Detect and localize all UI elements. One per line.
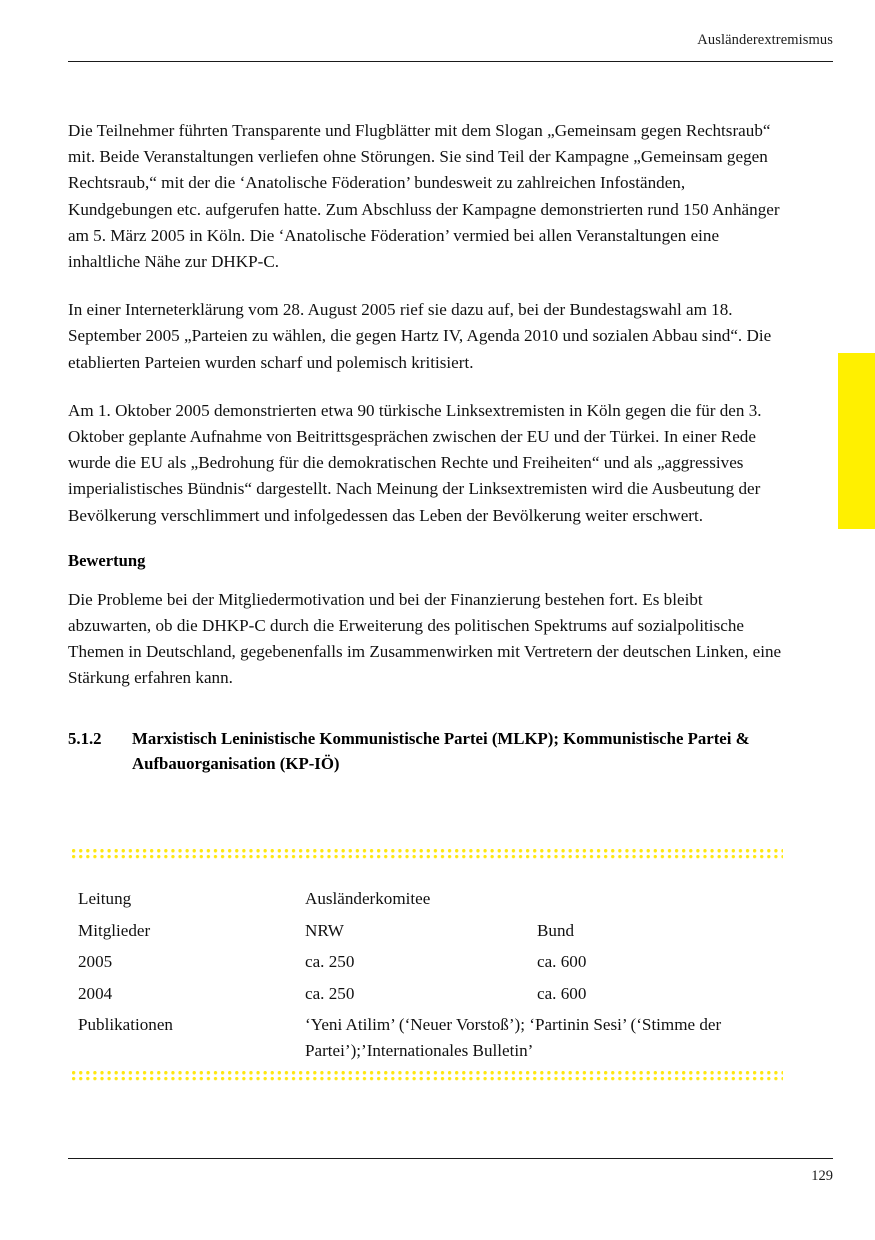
- row-label: 2005: [78, 952, 113, 971]
- table-row-publications: [78, 1012, 783, 1069]
- evaluation-paragraph: Die Probleme bei der Mitgliedermotivation und bei der Finanzierung bestehen fort. Es bleibt abzuwarten, ob die DHKP-C durch die Erweiterung des politischen Spektrums auf sozialpolitische Themen in Deutschland, gegebenenfalls im Zusammenwirken mit Vertretern der deutschen Linken, eine Stärkung erfahren kann.: [68, 589, 782, 688]
- row-value-col2: Ausländerkomitee: [305, 889, 431, 908]
- row-label: Mitglieder: [78, 920, 151, 940]
- row-value-col3: ca. 600: [537, 983, 587, 1003]
- row-value-col3: [537, 886, 783, 918]
- section-number: 5.1.2: [68, 728, 102, 748]
- row-value-col3: ca. 600: [537, 952, 587, 971]
- table-row: [78, 949, 783, 981]
- body-paragraph: Die Teilnehmer führten Transparente und Flugblätter mit dem Slogan „Gemeinsam gegen Rechtsraub“ mit. Beide Veranstaltungen verliefen ohne Störungen. Sie sind Teil der Kampagne „Gemeinsam gegen Rechtsraub,“ mit der die ‘Anatolische Föderation’ bundesweit zu zahlreichen Infoständen, Kundgebungen etc. aufgerufen hatte. Zum Abschluss der Kampagne demonstrierten rund 150 Anhänger am 5. März 2005 in Köln. Die ‘Anatolische Föderation’ vermied bei allen Veranstaltungen eine inhaltliche Nähe zur DHKP-C.: [68, 121, 780, 272]
- body-text-column: [68, 118, 786, 776]
- page-footer: [68, 1158, 833, 1186]
- section-title: Marxistisch Leninistische Kommunistische Partei (MLKP); Kommunistische Partei & Aufbauorganisation (KP-IÖ): [132, 728, 750, 773]
- table-row: [78, 918, 783, 950]
- evaluation-heading: Bewertung: [68, 550, 146, 570]
- running-head-title: Ausländerextremismus: [697, 32, 833, 48]
- dotted-separator-top: [72, 849, 783, 860]
- table-row: [78, 981, 783, 1013]
- section-heading: [68, 726, 786, 776]
- organization-info-table: [78, 886, 783, 1069]
- row-label: Leitung: [78, 889, 132, 908]
- publications-label: Publikationen: [78, 1015, 173, 1034]
- row-value-col2: NRW: [305, 920, 344, 940]
- dotted-separator-bottom: [72, 1071, 783, 1082]
- row-label: 2004: [78, 983, 113, 1003]
- footer-rule: [68, 1158, 833, 1159]
- page-number: 129: [811, 1168, 833, 1184]
- row-value-col2: ca. 250: [305, 952, 355, 971]
- table-row: [78, 886, 783, 918]
- body-paragraph: In einer Interneterklärung vom 28. August 2005 rief sie dazu auf, bei der Bundestagswahl am 18. September 2005 „Parteien zu wählen, die gegen Hartz IV, Agenda 2010 und sozialen Abbau sind“. Die etablierten Parteien wurden scharf und polemisch kritisiert.: [68, 300, 772, 372]
- header-rule: [68, 61, 833, 62]
- page-header: [68, 30, 833, 62]
- row-value-col3: Bund: [537, 920, 575, 940]
- body-paragraph: Am 1. Oktober 2005 demonstrierten etwa 90 türkische Linksextremisten in Köln gegen die für den 3. Oktober geplante Aufnahme von Beitrittsgesprächen zwischen der EU und der Türkei. In einer Rede wurde die EU als „Bedrohung für die demokratischen Rechte und Freiheiten“ und als „aggressives imperialistisches Bündnis“ dargestellt. Nach Meinung der Linksextremisten wird die Ausbeutung der Bevölkerung verschlimmert und infolgedessen das Leben der Bevölkerung weiter erschwert.: [68, 400, 762, 525]
- row-value-col2: ca. 250: [305, 983, 355, 1003]
- publications-value: ‘Yeni Atilim’ (‘Neuer Vorstoß’); ‘Partinin Sesi’ (‘Stimme der Partei’);’Internationales Bulletin’: [305, 1015, 722, 1060]
- yellow-margin-tab: [838, 353, 875, 529]
